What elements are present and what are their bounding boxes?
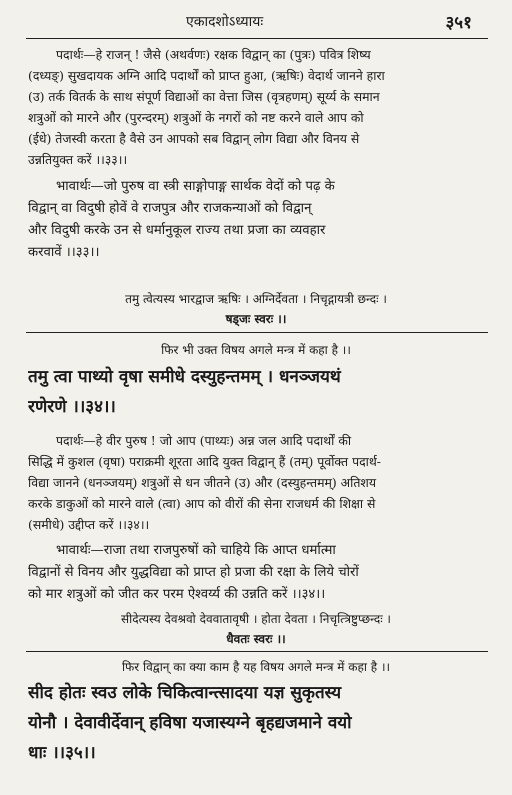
section-rule	[26, 651, 488, 652]
mantra-intro: फिर भी उक्त विषय अगले मन्त्र में कहा है ।।	[161, 343, 351, 357]
text-line: पदार्थः—हे राजन् ! जैसे (अथर्वणः) रक्षक विद्वान् का (पुत्रः) पवित्र शिष्य	[56, 47, 371, 62]
mantra-line: धाः ।।३५।।	[28, 743, 96, 763]
text-line: (दध्यङ्) सुखदायक अग्नि आदि पदार्थों को प्राप्त हुआ, (ऋषिः) वेदार्थ जानने हारा	[28, 68, 385, 83]
text-line: विद्वानों से विनय और युद्धविद्या को प्राप्त हो प्रजा की रक्षा के लिये चोरों	[28, 565, 359, 580]
mantra-34	[28, 362, 490, 422]
text-line: भावार्थः—जो पुरुष वा स्त्री साङ्गोपाङ्ग सार्थक वेदों को पढ़ के	[56, 179, 335, 194]
svara-line: षड्जः स्वरः ।।	[225, 312, 287, 326]
text-line: करवावें ।।३३।।	[28, 245, 100, 260]
svara-line: धैवतः स्वरः ।।	[226, 632, 286, 646]
mantra-intro: फिर विद्वान् का क्या काम है यह विषय अगले मन्त्र में कहा है ।।	[121, 660, 391, 674]
text-line: विद्वान् वा विदुषी होवें वे राजपुत्र और राजकन्याओं को विद्वान्	[28, 201, 312, 216]
text-line: भावार्थः—राजा तथा राजपुरुषों को चाहिये कि आप्त धर्मात्मा	[56, 543, 336, 558]
text-line: करके डाकुओं को मारने वाले (त्वा) आप को वीरों की सेना राजधर्म की शिक्षा से	[28, 496, 376, 511]
rishi-devata-line: तमु त्वेत्यस्य भारद्वाज ऋषिः । अग्निर्देवता । निचृद्गायत्री छन्दः ।	[125, 292, 387, 306]
bhavartha-34	[28, 540, 486, 606]
padartha-34	[28, 430, 486, 535]
text-line: शत्रुओं को मारने और (पुरन्दरम्) शत्रुओं के नगरों को नष्ट करने वाले आप को	[28, 110, 364, 125]
page-number: ३५१	[445, 13, 472, 33]
section-rule	[26, 332, 488, 333]
text-line: और विदुषी करके उन से धर्मानुकूल राज्य तथा प्रजा का व्यवहार	[28, 223, 326, 238]
text-line: (समीधे) उद्दीप्त करें ।।३४।।	[28, 517, 150, 532]
header-rule	[26, 38, 488, 39]
bhavartha-33	[28, 176, 486, 264]
page-header	[0, 10, 512, 36]
mantra-35	[28, 678, 490, 768]
text-line: (ईधे) तेजस्वी करता है वैसे उन आपको सब विद्वान् लोग विद्या और विनय से	[28, 131, 360, 146]
mantra-line: योनौ । देवावीर्देवान् हविषा यजास्यग्ने बृहद्यजमाने वयो	[28, 713, 352, 733]
text-line: उन्नतियुक्त करें ।।३३।।	[28, 152, 128, 167]
chapter-title: एकादशोऽध्यायः	[186, 14, 264, 30]
rishi-devata-line: सीदेत्यस्य देवश्रवो देववातावृषी । होता देवता । निचृत्त्रिष्टुप्छन्दः ।	[121, 612, 391, 626]
text-line: विद्या जानने (धनञ्जयम्) शत्रुओं से धन जीतने (उ) और (दस्युहन्तमम्) अतिशय	[28, 475, 377, 490]
text-line: पदार्थः—हे वीर पुरुष ! जो आप (पाथ्यः) अन्न जल आदि पदार्थों की	[56, 433, 352, 448]
text-line: सिद्धि में कुशल (वृषा) पराक्रमी शूरता आदि युक्त विद्वान् हैं (तम्) पूर्वोक्त पदार्थ-	[28, 454, 381, 469]
mantra-line: रणेरणे ।।३४।।	[28, 397, 116, 417]
mantra-line: सीद होतः स्वउ लोके चिकित्वान्त्सादया यज्ञ सुकृतस्य	[28, 683, 342, 703]
text-line: (उ) तर्क वितर्क के साथ संपूर्ण विद्याओं का वेत्ता जिस (वृत्रहणम्) सूर्य्य के समान	[28, 89, 380, 104]
mantra-line: तमु त्वा पाथ्यो वृषा समीधे दस्युहन्तमम् । धनञ्जयथं	[28, 367, 341, 387]
text-line: को मार शत्रुओं को जीत कर परम ऐश्वर्य्य की उन्नति करें ।।३४।।	[28, 587, 326, 602]
padartha-33	[28, 44, 486, 170]
